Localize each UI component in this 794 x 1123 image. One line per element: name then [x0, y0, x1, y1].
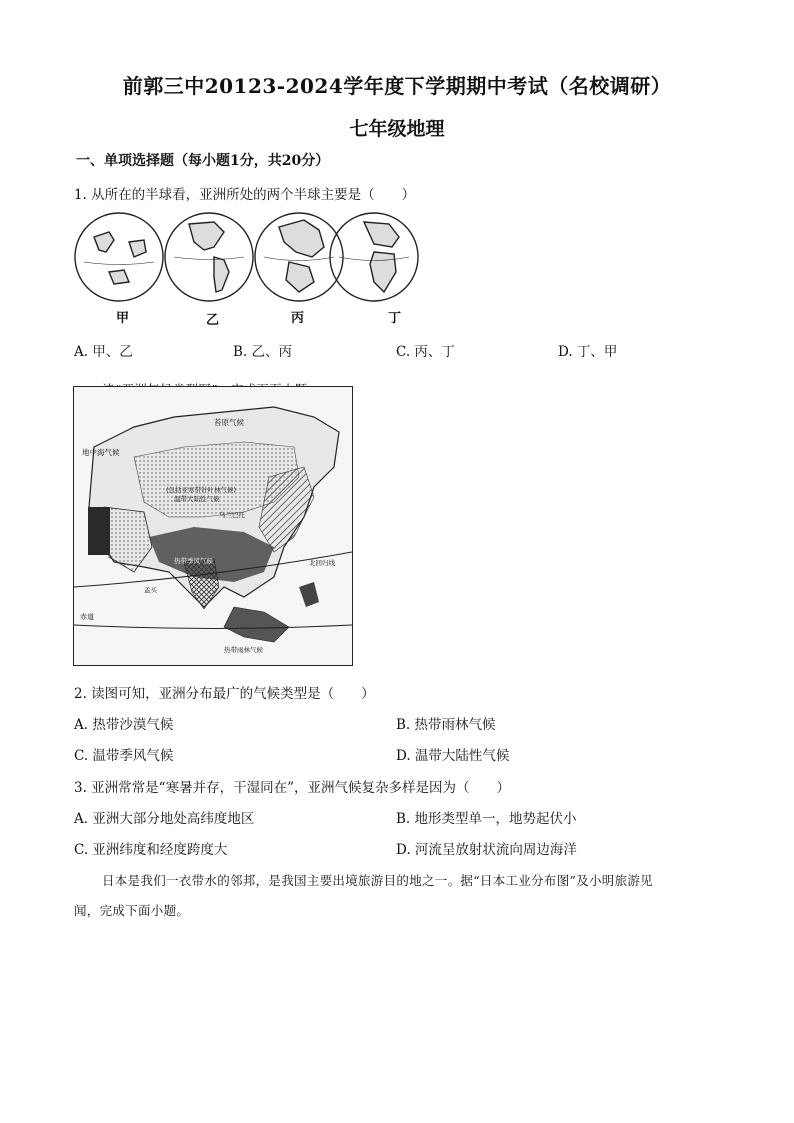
label-continental: 温带大陆性气候	[174, 495, 220, 503]
q3-option-b: B. 地形类型单一，地势起伏小	[396, 811, 577, 827]
q3-option-c: C. 亚洲纬度和经度跨度大	[74, 842, 228, 858]
label-equator: 赤道	[80, 613, 94, 621]
question-2-stem: 2. 读图可知，亚洲分布最广的气候类型是（ ）	[74, 686, 375, 702]
page-title: 前郭三中20123-2024学年度下学期期中考试（名校调研）	[122, 74, 672, 98]
question-1-stem: 1. 从所在的半球看，亚洲所处的两个半球主要是（ ）	[74, 187, 416, 203]
q2-option-d: D. 温带大陆性气候	[396, 748, 510, 764]
q3-option-d: D. 河流呈放射状流向周边海洋	[396, 842, 577, 858]
q1-option-c: C. 丙、丁	[396, 344, 455, 360]
label-tundra: 苔原气候	[214, 418, 244, 427]
japan-intro-line-2: 闻，完成下面小题。	[74, 903, 190, 918]
globe-label-ding: 丁	[388, 311, 402, 326]
japan-intro-line-1: 日本是我们一衣带水的邻邦，是我国主要出境旅游目的地之一。据“日本工业分布图”及小明旅游见	[102, 873, 653, 888]
label-tropical-monsoon: 热带季风气候	[174, 557, 213, 565]
label-mumbai: 孟买	[144, 586, 157, 594]
q1-option-d: D. 丁、甲	[558, 344, 618, 360]
globe-yi	[165, 213, 253, 301]
q1-option-a: A. 甲、乙	[74, 344, 133, 360]
q3-option-a: A. 亚洲大部分地处高纬度地区	[74, 811, 255, 827]
label-subarctic: (包括亚寒带针叶林气候)	[166, 486, 237, 494]
label-ulanbator: 乌兰巴托	[219, 511, 245, 519]
section-heading: 一、单项选择题（每小题1分，共20分）	[76, 153, 330, 169]
label-mediterranean: 地中海气候	[82, 448, 120, 457]
globe-jia	[75, 213, 163, 301]
label-tropic: 北回归线	[309, 559, 335, 567]
globe-label-yi: 乙	[206, 313, 220, 328]
page-subtitle: 七年级地理	[349, 118, 445, 140]
q2-option-a: A. 热带沙漠气候	[74, 717, 174, 733]
asia-map-svg	[74, 387, 352, 665]
q2-option-b: B. 热带雨林气候	[396, 717, 496, 733]
asia-climate-map	[73, 386, 353, 666]
question-3-stem: 3. 亚洲常常是“寒暑并存，干湿同在”，亚洲气候复杂多样是因为（ ）	[74, 780, 510, 796]
globes-svg	[74, 212, 419, 304]
globe-label-bing: 丙	[291, 311, 305, 326]
q1-option-b: B. 乙、丙	[233, 344, 293, 360]
globe-label-jia: 甲	[116, 311, 130, 326]
q2-option-c: C. 温带季风气候	[74, 748, 174, 764]
mediterranean-zone	[88, 507, 110, 555]
label-rainforest: 热带雨林气候	[224, 646, 263, 654]
